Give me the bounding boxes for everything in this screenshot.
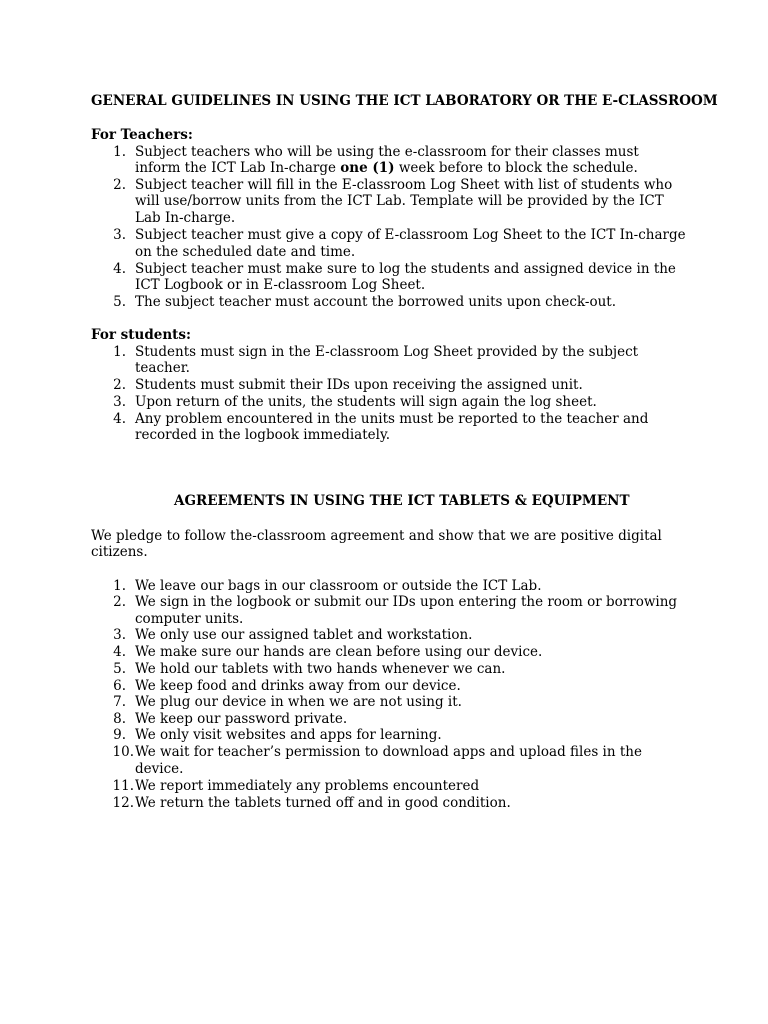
list-item-line: We report immediately any problems encountered (135, 778, 480, 794)
list-number: 4. (113, 644, 126, 660)
list-item-line: recorded in the logbook immediately. (135, 427, 391, 443)
list-item-line: We leave our bags in our classroom or outside the ICT Lab. (135, 578, 542, 594)
list-item-line: Upon return of the units, the students will sign again the log sheet. (135, 394, 597, 410)
list-item-line: Subject teacher must make sure to log the students and assigned device in the (135, 261, 676, 277)
list-item-line: We hold our tablets with two hands whenever we can. (135, 661, 506, 677)
list-number: 1. (113, 144, 126, 160)
list-number: 8. (113, 711, 126, 727)
list-item-line: We sign in the logbook or submit our IDs upon entering the room or borrowing (135, 594, 678, 610)
list-item-line: We wait for teacher’s permission to download apps and upload files in the (135, 744, 642, 760)
list-number: 2. (113, 177, 126, 193)
list-item-line: Subject teachers who will be using the e-classroom for their classes must (135, 144, 639, 160)
list-item-line: We keep our password private. (135, 711, 348, 727)
list-item-line: We only use our assigned tablet and workstation. (135, 627, 473, 643)
list-number: 7. (113, 694, 126, 710)
list-item-line: Students must submit their IDs upon receiving the assigned unit. (135, 377, 583, 393)
list-number: 2. (113, 377, 126, 393)
list-number: 10. (112, 744, 134, 760)
list-number: 5. (113, 294, 126, 310)
list-item-text: week before to block the schedule. (394, 160, 638, 176)
list-number: 1. (113, 344, 126, 360)
list-item-line: teacher. (135, 360, 190, 376)
list-number: 3. (113, 394, 126, 410)
students-heading: For students: (91, 327, 191, 343)
list-number: 11. (112, 778, 134, 794)
list-number: 4. (113, 411, 126, 427)
list-item-line: on the scheduled date and time. (135, 244, 356, 260)
list-item-text: inform the ICT Lab In-charge (135, 160, 341, 176)
emphasis-text: one (1) (340, 160, 395, 176)
list-number: 3. (113, 627, 126, 643)
list-item-line: We keep food and drinks away from our device. (135, 678, 461, 694)
list-item-line (135, 160, 638, 176)
list-item-line: We plug our device in when we are not using it. (135, 694, 462, 710)
list-number: 12. (112, 795, 134, 811)
list-item-line: The subject teacher must account the borrowed units upon check-out. (135, 294, 617, 310)
list-number: 2. (113, 594, 126, 610)
list-item-line: Subject teacher will fill in the E-classroom Log Sheet with list of students who (135, 177, 673, 193)
list-item-line: Lab In-charge. (135, 210, 236, 226)
list-item-line: We make sure our hands are clean before using our device. (135, 644, 543, 660)
list-item-line: We return the tablets turned off and in good condition. (135, 795, 511, 811)
list-number: 1. (113, 578, 126, 594)
list-number: 5. (113, 661, 126, 677)
list-number: 4. (113, 261, 126, 277)
list-number: 3. (113, 227, 126, 243)
agreements-title: AGREEMENTS IN USING THE ICT TABLETS & EQUIPMENT (174, 493, 630, 509)
list-item-line: will use/borrow units from the ICT Lab. Template will be provided by the ICT (135, 193, 664, 209)
pledge-line: citizens. (91, 544, 148, 560)
list-item-line: Subject teacher must give a copy of E-classroom Log Sheet to the ICT In-charge (135, 227, 686, 243)
list-item-line: Students must sign in the E-classroom Log Sheet provided by the subject (135, 344, 639, 360)
list-item-line: device. (135, 761, 184, 777)
list-item-line: ICT Logbook or in E-classroom Log Sheet. (135, 277, 426, 293)
pledge-line: We pledge to follow the-classroom agreement and show that we are positive digital (91, 528, 662, 544)
teachers-heading: For Teachers: (91, 127, 193, 143)
list-number: 6. (113, 678, 126, 694)
list-item-line: We only visit websites and apps for learning. (135, 727, 442, 743)
list-item-line: computer units. (135, 611, 244, 627)
list-item-line: Any problem encountered in the units must be reported to the teacher and (135, 411, 649, 427)
list-number: 9. (113, 727, 126, 743)
guidelines-title: GENERAL GUIDELINES IN USING THE ICT LABORATORY OR THE E-CLASSROOM (91, 93, 718, 109)
